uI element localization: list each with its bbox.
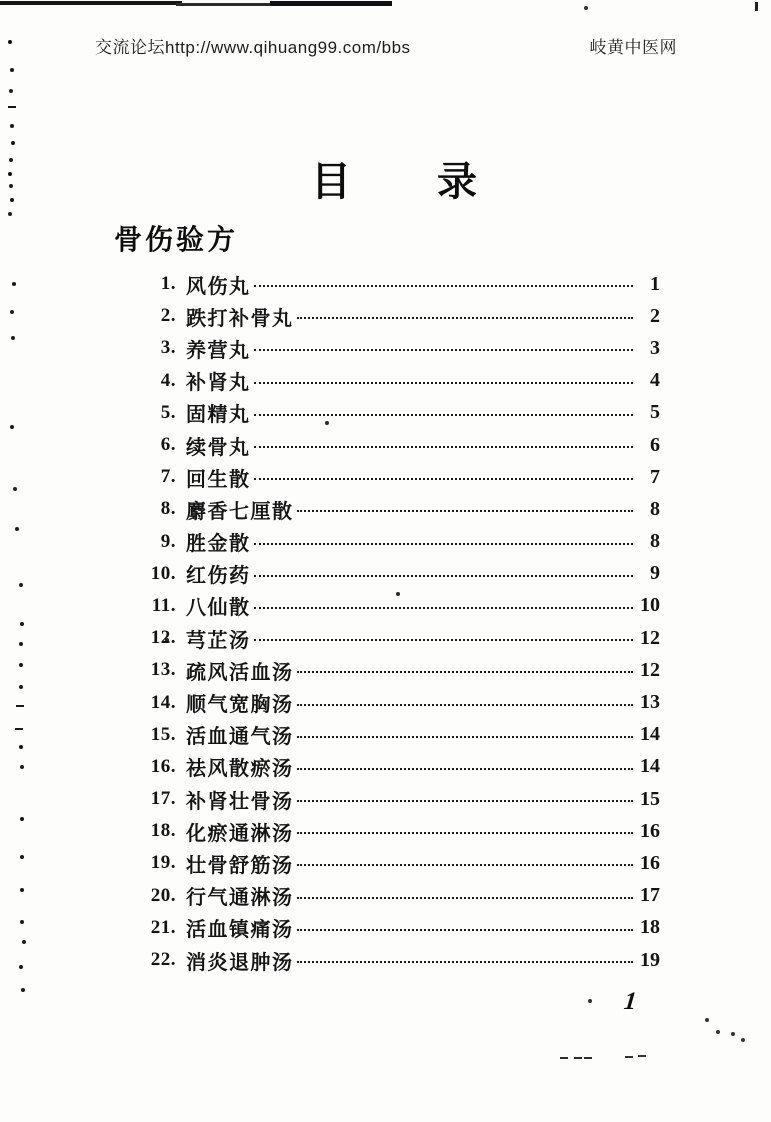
toc-entry-title: 补肾丸 bbox=[186, 372, 251, 395]
dot-leader bbox=[297, 736, 634, 738]
toc-entry-page: 7 bbox=[650, 465, 660, 488]
toc-entry-number: 6. bbox=[160, 434, 176, 456]
toc-entry-page: 16 bbox=[640, 819, 660, 842]
dot-leader bbox=[297, 832, 634, 834]
dot-leader bbox=[254, 414, 634, 416]
toc-entry bbox=[140, 365, 660, 397]
scan-edge-artifact bbox=[755, 2, 758, 11]
toc-entry bbox=[140, 558, 660, 590]
toc-entry-title: 跌打补骨丸 bbox=[186, 307, 294, 330]
toc-entry-title: 芎芷汤 bbox=[186, 629, 251, 652]
toc-entry bbox=[140, 493, 660, 525]
toc-entry-number: 13. bbox=[150, 659, 176, 681]
toc-entry-page: 12 bbox=[640, 658, 660, 681]
toc-entry-page: 14 bbox=[640, 723, 660, 746]
toc-entry bbox=[140, 944, 660, 976]
dot-leader bbox=[297, 768, 634, 770]
toc-entry-title: 回生散 bbox=[186, 468, 251, 491]
toc-entry-title: 疏风活血汤 bbox=[186, 661, 294, 684]
scan-edge-artifact bbox=[270, 1, 392, 6]
toc-entry-number: 19. bbox=[150, 852, 176, 874]
toc-entry-number: 15. bbox=[150, 723, 176, 745]
toc-entry-page: 4 bbox=[650, 369, 660, 392]
dot-leader bbox=[254, 285, 634, 287]
toc-entry-title: 胜金散 bbox=[186, 533, 251, 556]
toc-entry bbox=[140, 461, 660, 493]
toc-entry-page: 14 bbox=[640, 755, 660, 778]
toc-entry-page: 18 bbox=[640, 916, 660, 939]
toc-entry-number: 5. bbox=[160, 401, 176, 423]
dot-leader bbox=[297, 961, 634, 963]
toc-entry bbox=[140, 783, 660, 815]
dot-leader bbox=[254, 639, 634, 641]
toc-entry-number: 7. bbox=[160, 466, 176, 488]
toc-entry-title: 续骨丸 bbox=[186, 436, 251, 459]
toc-entry-number: 2. bbox=[160, 305, 176, 327]
toc-entry-number: 21. bbox=[150, 916, 176, 938]
toc-entry bbox=[140, 429, 660, 461]
page-title: 目 录 bbox=[311, 159, 479, 204]
toc-entry-number: 22. bbox=[150, 949, 176, 971]
toc-entry-number: 18. bbox=[150, 820, 176, 842]
dot-leader bbox=[297, 510, 634, 512]
toc-entry-title: 行气通淋汤 bbox=[186, 887, 294, 910]
toc-entry-title: 祛风散瘀汤 bbox=[186, 758, 294, 781]
toc-entry bbox=[140, 622, 660, 654]
toc-entry-page: 9 bbox=[650, 562, 660, 585]
toc-entry bbox=[140, 880, 660, 912]
toc-entry bbox=[140, 300, 660, 332]
dot-leader bbox=[254, 543, 634, 545]
toc-entry-page: 8 bbox=[650, 497, 660, 520]
toc-entry-number: 17. bbox=[150, 788, 176, 810]
toc-entry-page: 10 bbox=[640, 594, 660, 617]
dot-leader bbox=[297, 671, 634, 673]
toc-entry-number: 20. bbox=[150, 884, 176, 906]
header-site-name: 岐黄中医网 bbox=[589, 38, 677, 57]
toc-entry bbox=[140, 397, 660, 429]
dot-leader bbox=[254, 382, 634, 384]
toc-entry-title: 风伤丸 bbox=[186, 275, 251, 298]
toc-entry bbox=[140, 268, 660, 300]
dot-leader bbox=[254, 607, 634, 609]
toc-entry bbox=[140, 686, 660, 718]
toc-entry-title: 活血镇痛汤 bbox=[186, 919, 294, 942]
toc-entry-title: 消炎退肿汤 bbox=[186, 951, 294, 974]
dot-leader bbox=[297, 704, 634, 706]
dot-leader bbox=[297, 897, 634, 899]
toc-entry bbox=[140, 815, 660, 847]
toc-entry-page: 2 bbox=[650, 304, 660, 327]
toc-entry-number: 3. bbox=[160, 337, 176, 359]
toc-entry bbox=[140, 332, 660, 364]
toc-entry-title: 壮骨舒筋汤 bbox=[186, 854, 294, 877]
toc-entry-number: 4. bbox=[160, 369, 176, 391]
dot-leader bbox=[297, 929, 634, 931]
toc-entry-page: 13 bbox=[640, 691, 660, 714]
toc-entry-page: 12 bbox=[640, 626, 660, 649]
toc-entry bbox=[140, 590, 660, 622]
toc-entry bbox=[140, 847, 660, 879]
scan-edge-artifact bbox=[0, 1, 182, 5]
dot-leader bbox=[254, 575, 634, 577]
toc-entry-title: 补肾壮骨汤 bbox=[186, 790, 294, 813]
toc-entry-number: 1. bbox=[160, 273, 176, 295]
toc-entry-title: 活血通气汤 bbox=[186, 726, 294, 749]
toc-entry-number: 14. bbox=[150, 691, 176, 713]
toc-entry-page: 8 bbox=[650, 530, 660, 553]
toc-list bbox=[140, 268, 660, 976]
toc-entry-title: 固精丸 bbox=[186, 404, 251, 427]
dot-leader bbox=[254, 446, 634, 448]
toc-entry-number: 10. bbox=[150, 562, 176, 584]
footer-page-number: 1 bbox=[622, 988, 638, 1015]
header-forum-url: 交流论坛http://www.qihuang99.com/bbs bbox=[95, 38, 411, 57]
toc-entry bbox=[140, 654, 660, 686]
toc-entry-number: 8. bbox=[160, 498, 176, 520]
dot-leader bbox=[297, 864, 634, 866]
toc-entry-page: 1 bbox=[650, 272, 660, 295]
toc-entry-number: 9. bbox=[160, 530, 176, 552]
toc-entry-title: 化瘀通淋汤 bbox=[186, 822, 294, 845]
toc-entry bbox=[140, 526, 660, 558]
toc-entry-title: 八仙散 bbox=[186, 597, 251, 620]
toc-entry-title: 麝香七厘散 bbox=[186, 500, 294, 523]
toc-entry-page: 15 bbox=[640, 787, 660, 810]
toc-entry bbox=[140, 912, 660, 944]
toc-entry-title: 顺气宽胸汤 bbox=[186, 694, 294, 717]
toc-entry-number: 11. bbox=[151, 594, 176, 616]
toc-entry-title: 养营丸 bbox=[186, 339, 251, 362]
page-header bbox=[95, 33, 677, 58]
toc-entry-page: 5 bbox=[650, 401, 660, 424]
toc-entry bbox=[140, 751, 660, 783]
dot-leader bbox=[254, 349, 634, 351]
toc-entry-page: 19 bbox=[640, 948, 660, 971]
scan-speck-dashes bbox=[0, 0, 8, 2]
toc-entry-page: 16 bbox=[640, 851, 660, 874]
dot-leader bbox=[297, 800, 634, 802]
toc-entry-page: 6 bbox=[650, 433, 660, 456]
dot-leader bbox=[297, 317, 634, 319]
toc-entry-number: 12. bbox=[150, 627, 176, 649]
toc-entry bbox=[140, 719, 660, 751]
toc-entry-page: 17 bbox=[640, 884, 660, 907]
toc-entry-title: 红伤药 bbox=[186, 565, 251, 588]
toc-entry-page: 3 bbox=[650, 336, 660, 359]
dot-leader bbox=[254, 478, 634, 480]
toc-entry-number: 16. bbox=[150, 755, 176, 777]
section-heading: 骨伤验方 bbox=[114, 225, 239, 256]
